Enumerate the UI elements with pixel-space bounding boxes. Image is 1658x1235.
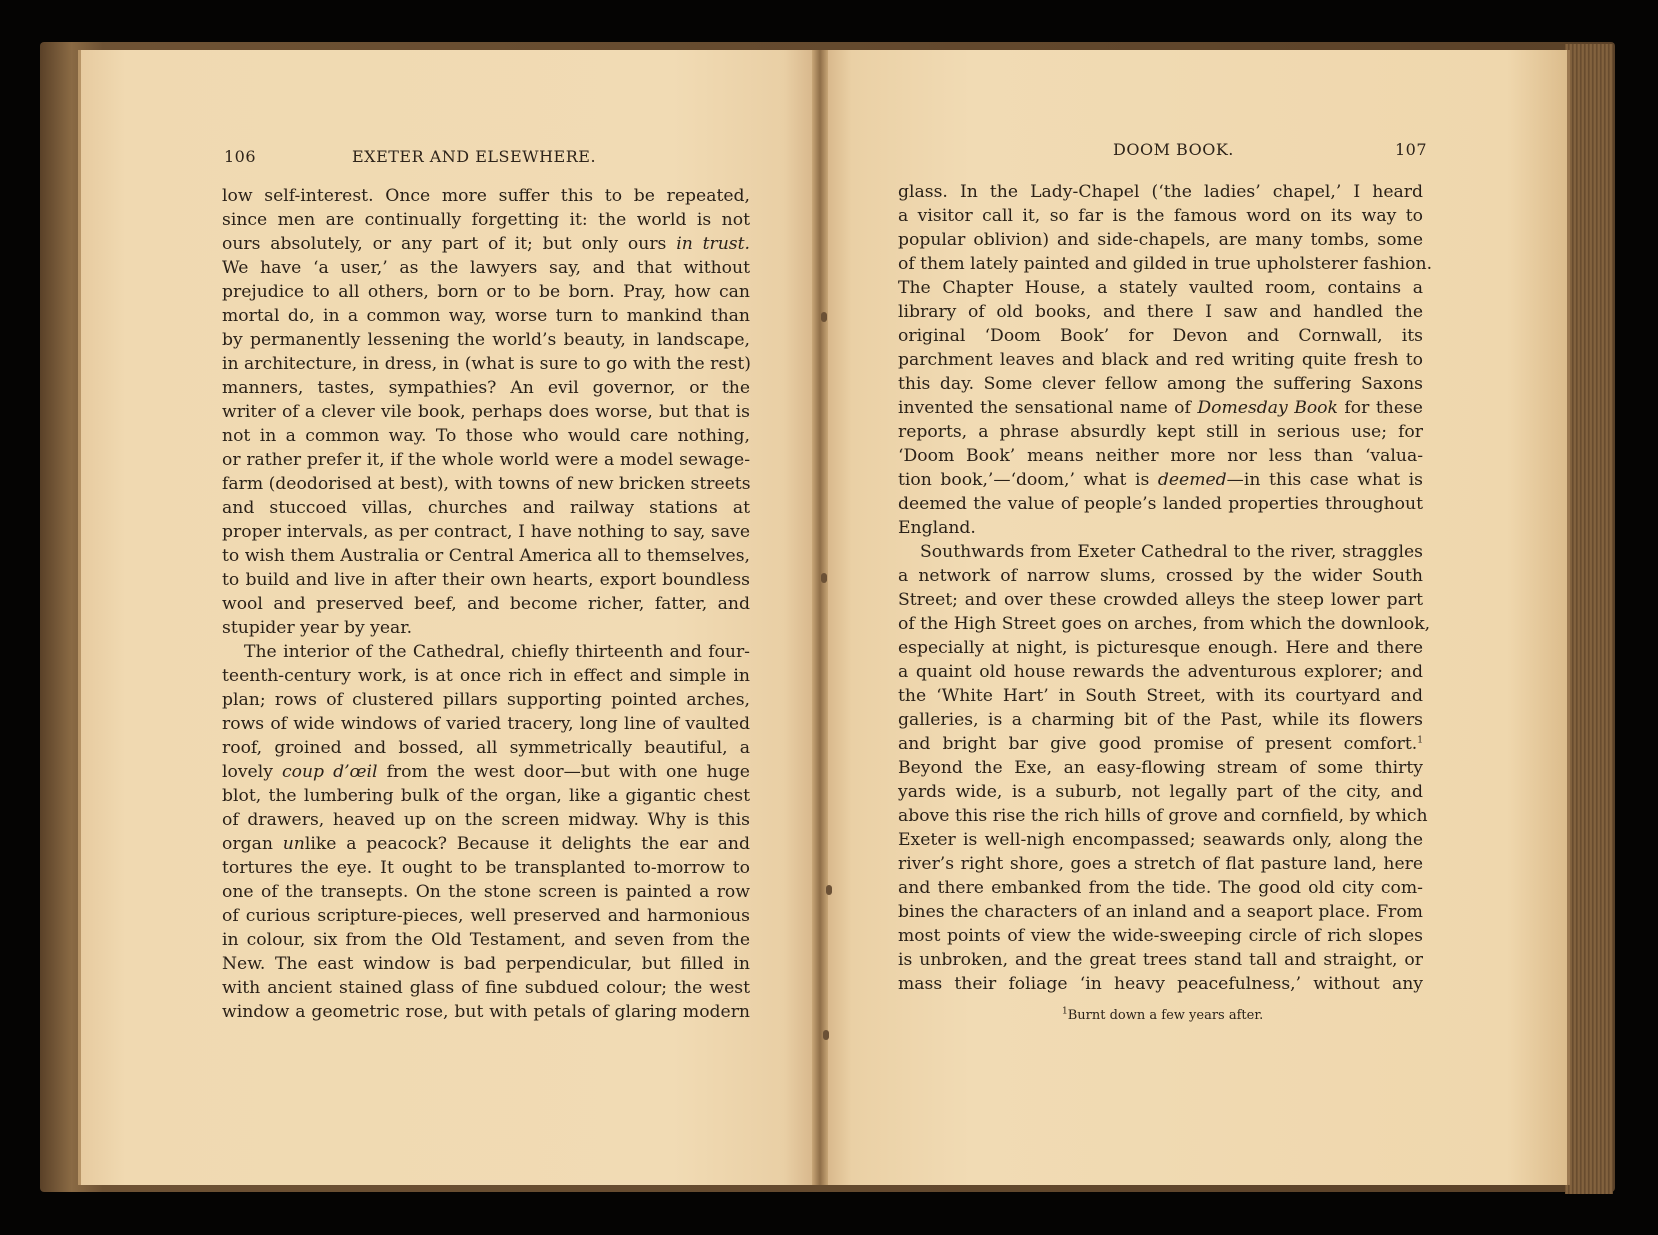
text-line: this day. Some clever fellow among the suffering Saxons: [898, 374, 1423, 394]
text-line: and bright bar give good promise of present comfort.$^1$: [898, 734, 1423, 754]
text-line: invented the sensational name of Domesday Book for these: [898, 398, 1423, 418]
text-line: mass their foliage ‘in heavy peacefulness,’ without any: [898, 974, 1423, 994]
text-line: and stuccoed villas, churches and railway stations at: [222, 498, 750, 518]
right-page-body: [898, 180, 1433, 996]
text-line: manners, tastes, sympathies? An evil governor, or the: [222, 378, 750, 398]
text-line: New. The east window is bad perpendicular, but filled in: [222, 954, 750, 974]
text-line: parchment leaves and black and red writing quite fresh to: [898, 350, 1423, 370]
text-line: Exeter is well-nigh encompassed; seawards only, along the: [898, 830, 1423, 850]
text-line: We have ‘a user,’ as the lawyers say, and that without: [222, 258, 750, 278]
text-line: mortal do, in a common way, worse turn to mankind than: [222, 306, 750, 326]
footnote-text: Burnt down a few years after.: [1067, 1008, 1264, 1023]
text-line: one of the transepts. On the stone screen is painted a row: [222, 882, 750, 902]
text-line: of them lately painted and gilded in true upholsterer fashion.: [898, 254, 1433, 274]
right-running-head: DOOM BOOK.: [1113, 140, 1234, 159]
right-page-number: 107: [1395, 140, 1428, 159]
text-line: a visitor call it, so far is the famous word on its way to: [898, 206, 1423, 226]
text-line: tion book,’—‘doom,’ what is deemed—in this case what is: [898, 470, 1423, 490]
text-line: not in a common way. To those who would care nothing,: [222, 426, 750, 446]
text-line: by permanently lessening the world’s beauty, in landscape,: [222, 330, 750, 350]
left-running-head: EXETER AND ELSEWHERE.: [352, 147, 597, 166]
text-line: of the High Street goes on arches, from which the downlook,: [898, 614, 1431, 634]
text-line: The interior of the Cathedral, chiefly thirteenth and four-: [244, 642, 750, 662]
left-page-number: 106: [224, 147, 257, 166]
text-line: organ unlike a peacock? Because it delights the ear and: [222, 834, 750, 854]
text-line: library of old books, and there I saw and handled the: [898, 302, 1423, 322]
left-page-body: [222, 184, 750, 1024]
binding-thread-mark: [821, 573, 827, 583]
text-line: tortures the eye. It ought to be transplanted to-morrow to: [222, 858, 750, 878]
text-line: of curious scripture-pieces, well preserved and harmonious: [222, 906, 750, 926]
text-line: glass. In the Lady-Chapel (‘the ladies’ chapel,’ I heard: [898, 182, 1423, 202]
footnote-marker: 1: [1062, 1006, 1068, 1017]
binding-thread-mark: [821, 312, 827, 322]
text-line: stupider year by year.: [222, 618, 413, 638]
text-line: most points of view the wide-sweeping circle of rich slopes: [898, 926, 1423, 946]
text-line: ‘Doom Book’ means neither more nor less than ‘valua-: [898, 446, 1423, 466]
text-line: to build and live in after their own hearts, export boundless: [222, 570, 750, 590]
text-line: Beyond the Exe, an easy-flowing stream of some thirty: [898, 758, 1423, 778]
footnote: [1062, 1008, 1263, 1023]
text-line: yards wide, is a suburb, not legally part of the city, and: [898, 782, 1423, 802]
text-line: and there embanked from the tide. The good old city com-: [898, 878, 1423, 898]
text-line: low self-interest. Once more suffer this to be repeated,: [222, 186, 750, 206]
text-line: river’s right shore, goes a stretch of flat pasture land, here: [898, 854, 1423, 874]
text-line: or rather prefer it, if the whole world were a model sewage-: [222, 450, 750, 470]
text-line: a network of narrow slums, crossed by the wider South: [898, 566, 1423, 586]
text-line: reports, a phrase absurdly kept still in serious use; for: [898, 422, 1423, 442]
binding-thread-mark: [826, 885, 832, 895]
text-line: ours absolutely, or any part of it; but only ours in trust.: [222, 234, 750, 254]
text-line: rows of wide windows of varied tracery, long line of vaulted: [222, 714, 750, 734]
text-line: in architecture, in dress, in (what is sure to go with the rest): [222, 354, 751, 374]
text-line: England.: [898, 518, 976, 538]
text-line: the ‘White Hart’ in South Street, with its courtyard and: [898, 686, 1423, 706]
text-line: farm (deodorised at best), with towns of new bricken streets: [222, 474, 751, 494]
text-line: of drawers, heaved up on the screen midway. Why is this: [222, 810, 750, 830]
text-line: is unbroken, and the great trees stand tall and straight, or: [898, 950, 1423, 970]
text-line: Southwards from Exeter Cathedral to the river, straggles: [920, 542, 1423, 562]
text-line: lovely coup d’œil from the west door—but with one huge: [222, 762, 750, 782]
text-line: window a geometric rose, but with petals of glaring modern: [222, 1002, 750, 1022]
text-line: blot, the lumbering bulk of the organ, like a gigantic chest: [222, 786, 750, 806]
text-line: deemed the value of people’s landed properties throughout: [898, 494, 1423, 514]
text-line: The Chapter House, a stately vaulted room, contains a: [898, 278, 1423, 298]
text-line: plan; rows of clustered pillars supporting pointed arches,: [222, 690, 750, 710]
text-line: wool and preserved beef, and become richer, fatter, and: [222, 594, 750, 614]
text-line: teenth-century work, is at once rich in effect and simple in: [222, 666, 750, 686]
text-line: a quaint old house rewards the adventurous explorer; and: [898, 662, 1423, 682]
text-line: prejudice to all others, born or to be born. Pray, how can: [222, 282, 750, 302]
text-line: with ancient stained glass of fine subdued colour; the west: [222, 978, 750, 998]
book-gutter: [812, 50, 828, 1185]
binding-thread-mark: [823, 1030, 829, 1040]
text-line: writer of a clever vile book, perhaps does worse, but that is: [222, 402, 750, 422]
text-line: above this rise the rich hills of grove and cornfield, by which: [898, 806, 1428, 826]
text-line: especially at night, is picturesque enough. Here and there: [898, 638, 1423, 658]
text-line: roof, groined and bossed, all symmetrically beautiful, a: [222, 738, 750, 758]
text-line: since men are continually forgetting it: the world is not: [222, 210, 750, 230]
text-line: popular oblivion) and side-chapels, are many tombs, some: [898, 230, 1423, 250]
text-line: in colour, six from the Old Testament, and seven from the: [222, 930, 750, 950]
text-line: bines the characters of an inland and a seaport place. From: [898, 902, 1423, 922]
text-line: galleries, is a charming bit of the Past, while its flowers: [898, 710, 1423, 730]
text-line: proper intervals, as per contract, I have nothing to say, save: [222, 522, 750, 542]
page-edges: [1565, 44, 1613, 1194]
text-line: original ‘Doom Book’ for Devon and Cornwall, its: [898, 326, 1423, 346]
text-line: Street; and over these crowded alleys the steep lower part: [898, 590, 1423, 610]
text-line: to wish them Australia or Central America all to themselves,: [222, 546, 750, 566]
